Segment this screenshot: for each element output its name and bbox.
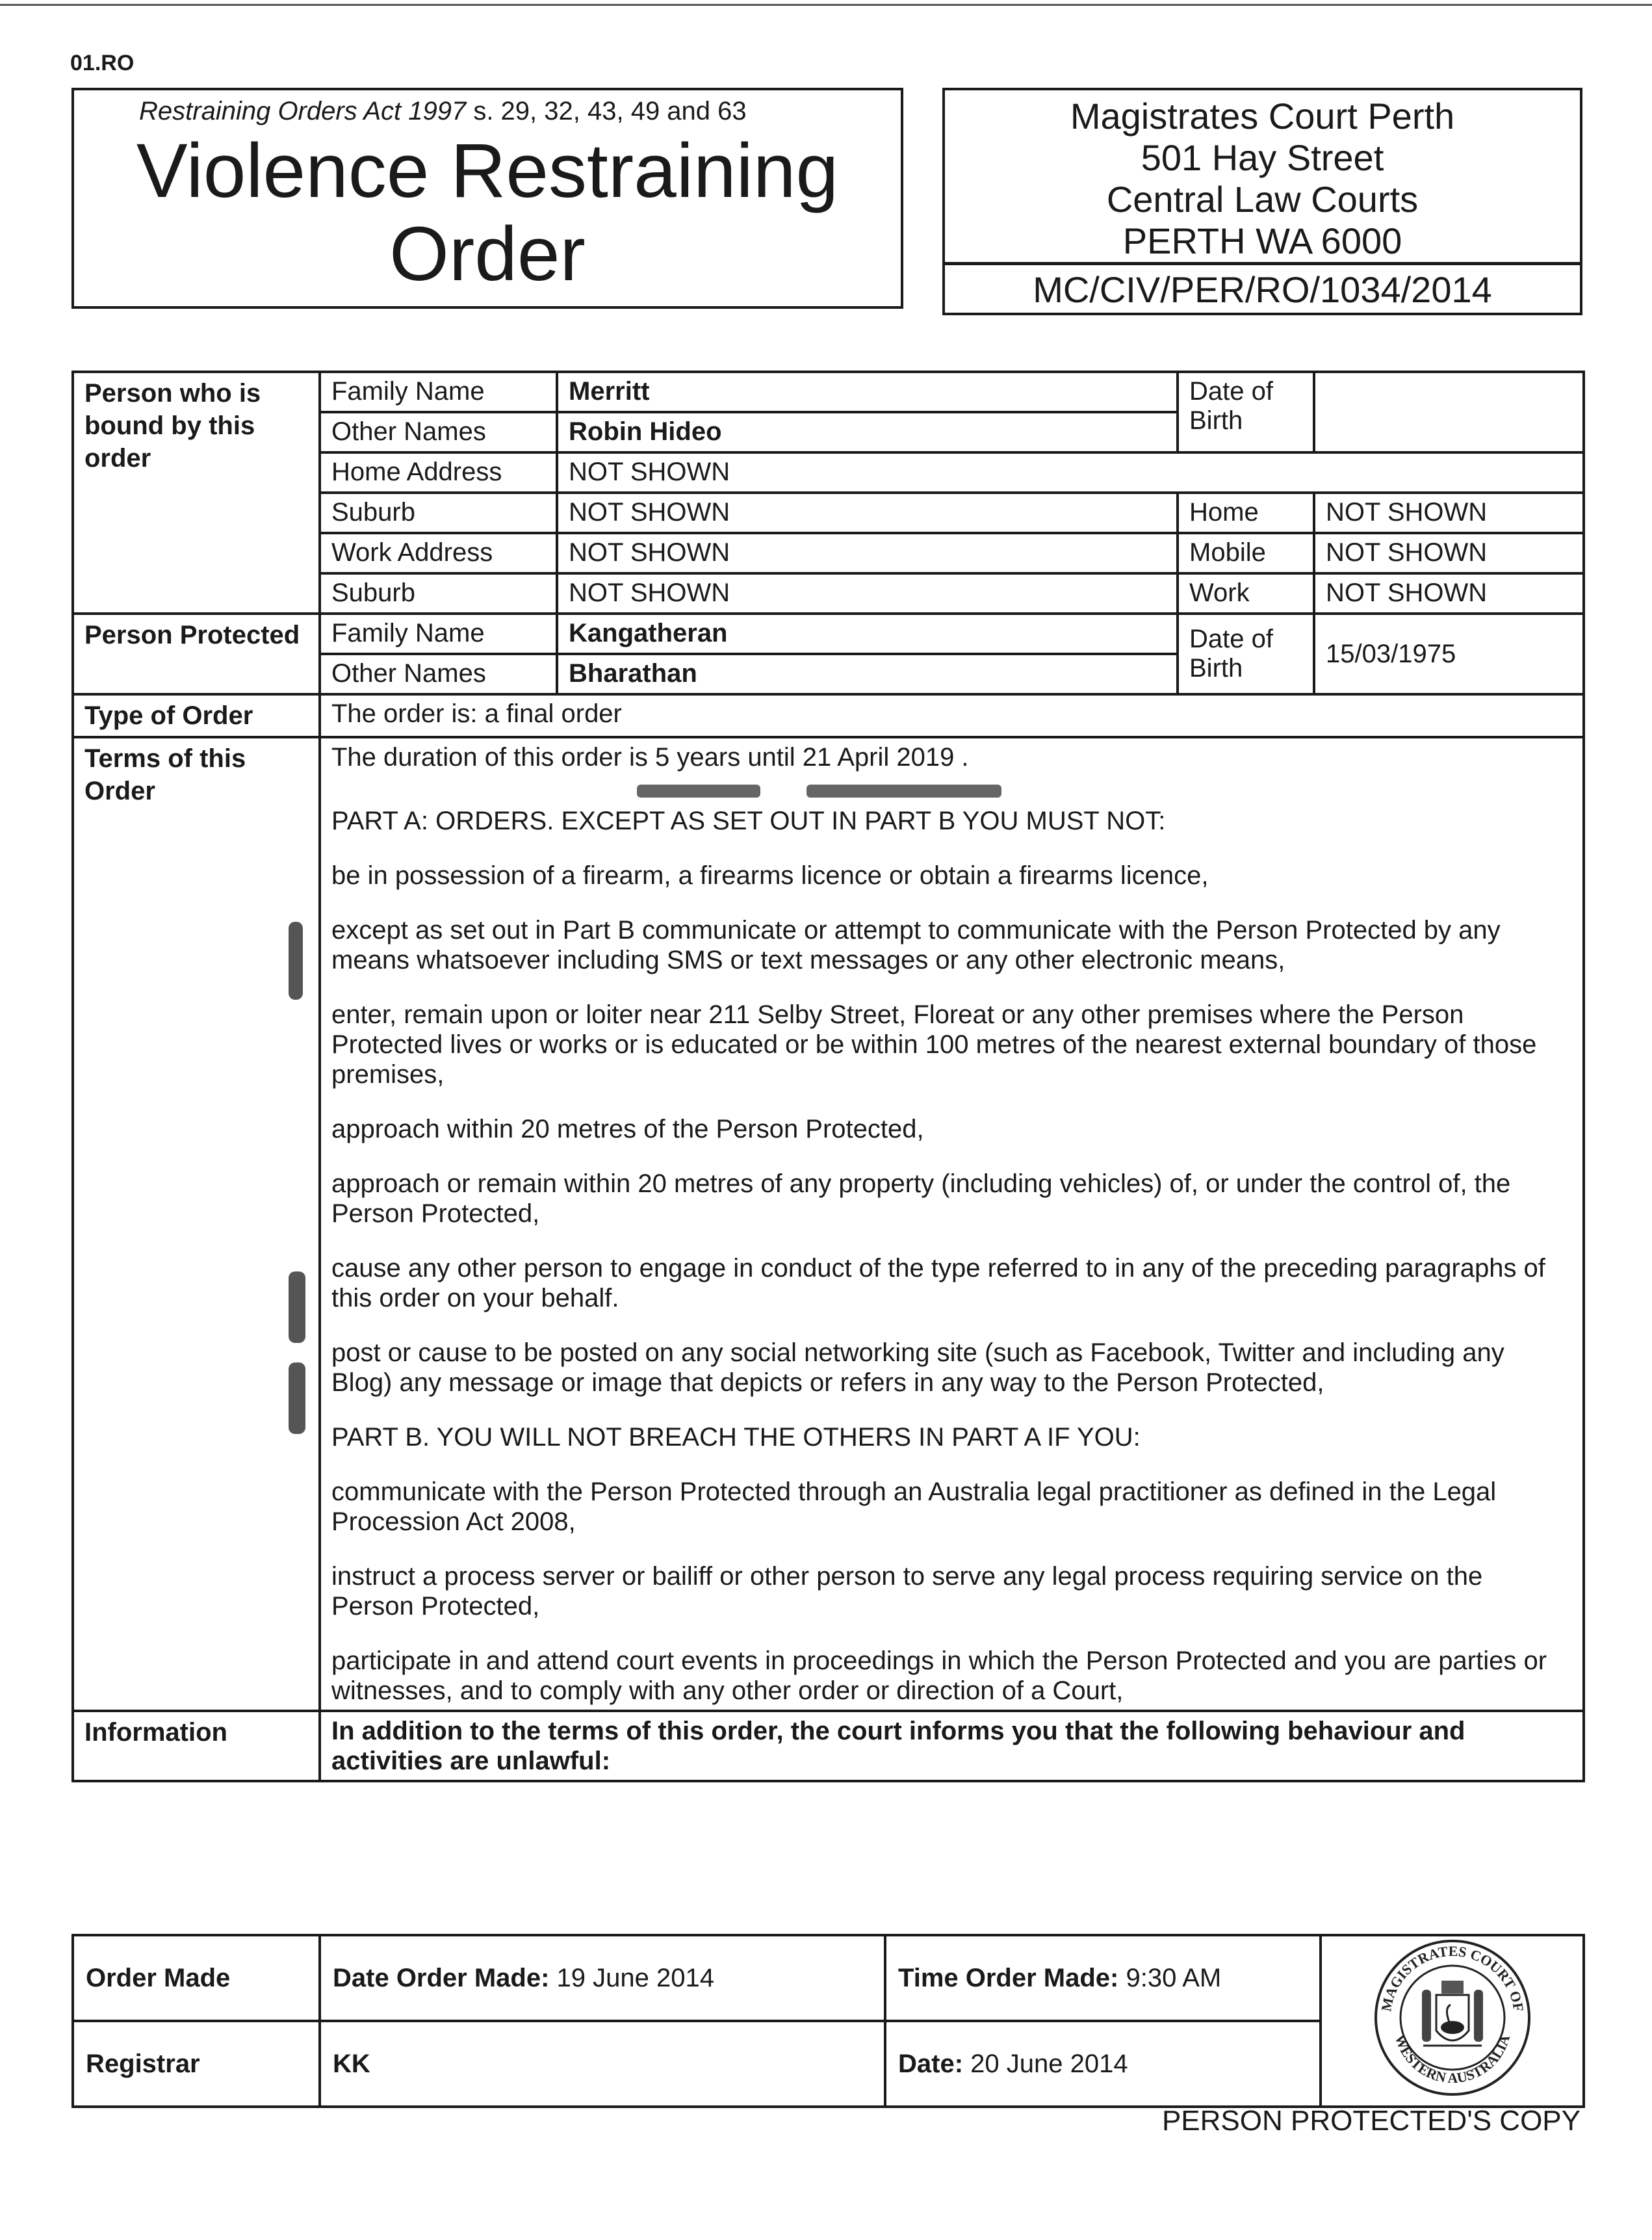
bound-other-names-label: Other Names bbox=[320, 412, 557, 452]
home-phone-label: Home bbox=[1178, 493, 1314, 533]
home-address-label: Home Address bbox=[320, 452, 557, 493]
order-duration: The duration of this order is 5 years until 21 April 2019 . bbox=[331, 743, 969, 772]
court-name: Magistrates Court Perth bbox=[1070, 96, 1455, 137]
type-of-order-value: The order is: a final order bbox=[320, 694, 1584, 737]
protected-dob: 15/03/1975 bbox=[1314, 614, 1584, 694]
order-details-table bbox=[71, 371, 1585, 1782]
bound-family-name-label: Family Name bbox=[320, 372, 557, 412]
terms-content bbox=[320, 737, 1584, 1711]
redaction-mark bbox=[807, 785, 1001, 798]
part-a-item: approach or remain within 20 metres of any property (including vehicles) of, or under the control of, the Person Protected, bbox=[331, 1169, 1511, 1228]
protected-dob-label: Date of Birth bbox=[1178, 614, 1314, 694]
part-a-item: be in possession of a firearm, a firearms licence or obtain a firearms licence, bbox=[331, 861, 1209, 890]
court-seal-cell bbox=[1321, 1935, 1584, 2107]
home-address: NOT SHOWN bbox=[557, 452, 1584, 493]
part-a-item: cause any other person to engage in conduct of the type referred to in any of the preceding paragraphs of this order on your behalf. bbox=[331, 1254, 1545, 1312]
suburb-2: NOT SHOWN bbox=[557, 573, 1178, 614]
svg-text:MAGISTRATES COURT OF bbox=[1378, 1943, 1527, 2012]
registrar-name: KK bbox=[320, 2021, 885, 2107]
suburb-label-1: Suburb bbox=[320, 493, 557, 533]
court-box bbox=[942, 88, 1582, 315]
protected-other-names-label: Other Names bbox=[320, 654, 557, 694]
part-b-item: participate in and attend court events in proceedings in which the Person Protected and you are parties or witnesses, and to comply with any other order or direction of a Court, bbox=[331, 1647, 1547, 1705]
date-order-made bbox=[320, 1935, 885, 2021]
bound-person-section-label: Person who is bound by this order bbox=[73, 372, 320, 614]
protected-family-name: Kangatheran bbox=[557, 614, 1178, 654]
ink-mark bbox=[289, 1362, 305, 1434]
protected-family-name-label: Family Name bbox=[320, 614, 557, 654]
form-code: 01.RO bbox=[70, 51, 135, 75]
information-text: In addition to the terms of this order, the court informs you that the following behaviour and activities are unlawful: bbox=[320, 1711, 1584, 1781]
work-address: NOT SHOWN bbox=[557, 533, 1178, 573]
protected-other-names: Bharathan bbox=[557, 654, 1178, 694]
home-phone: NOT SHOWN bbox=[1314, 493, 1584, 533]
ink-mark bbox=[289, 1271, 305, 1343]
registrar-date-value: 20 June 2014 bbox=[970, 2049, 1128, 2078]
registrar-label: Registrar bbox=[73, 2021, 320, 2107]
mobile: NOT SHOWN bbox=[1314, 533, 1584, 573]
act-name: Restraining Orders Act 1997 bbox=[139, 97, 467, 125]
mobile-label: Mobile bbox=[1178, 533, 1314, 573]
date-order-made-label: Date Order Made: bbox=[333, 1963, 550, 1992]
ink-mark bbox=[289, 922, 303, 1000]
registrar-date bbox=[885, 2021, 1321, 2107]
copy-label: PERSON PROTECTED'S COPY bbox=[1161, 2105, 1581, 2137]
terms-label: Terms of this Order bbox=[84, 744, 246, 805]
part-a-heading: PART A: ORDERS. EXCEPT AS SET OUT IN PART B YOU MUST NOT: bbox=[331, 807, 1166, 835]
part-a-item: post or cause to be posted on any social networking site (such as Facebook, Twitter and including any Blog) any message or image that depicts or refers in any way to the Person Protected, bbox=[331, 1338, 1504, 1397]
case-number: MC/CIV/PER/RO/1034/2014 bbox=[1033, 269, 1492, 310]
bound-family-name: Merritt bbox=[557, 372, 1178, 412]
suburb-label-2: Suburb bbox=[320, 573, 557, 614]
seal-text-top: MAGISTRATES COURT OF bbox=[1377, 1942, 1527, 2013]
seal-text-bottom: WESTERN AUSTRALIA bbox=[1391, 2032, 1513, 2087]
time-order-made-label: Time Order Made: bbox=[898, 1963, 1119, 1992]
court-street: 501 Hay Street bbox=[1141, 137, 1384, 178]
title-line-2: Order bbox=[389, 211, 586, 297]
bound-dob-label: Date of Birth bbox=[1178, 372, 1314, 452]
part-a-item: except as set out in Part B communicate or attempt to communicate with the Person Protected by any means whatsoever including SMS or text messages or any other electronic means, bbox=[331, 916, 1501, 974]
redaction-mark bbox=[637, 785, 760, 798]
court-seal-icon bbox=[1371, 1936, 1534, 2099]
order-made-label: Order Made bbox=[73, 1935, 320, 2021]
terms-label-cell bbox=[73, 737, 320, 1711]
part-b-heading: PART B. YOU WILL NOT BREACH THE OTHERS IN PART A IF YOU: bbox=[331, 1423, 1141, 1452]
court-divider bbox=[945, 262, 1580, 265]
bound-other-names: Robin Hideo bbox=[557, 412, 1178, 452]
information-label: Information bbox=[73, 1711, 320, 1781]
court-city: PERTH WA 6000 bbox=[1122, 220, 1402, 261]
order-made-table bbox=[71, 1934, 1585, 2108]
part-b-item: communicate with the Person Protected through an Australia legal practitioner as defined in the Legal Procession Act 2008, bbox=[331, 1478, 1497, 1536]
work-phone: NOT SHOWN bbox=[1314, 573, 1584, 614]
document-title bbox=[74, 129, 901, 296]
date-order-made-value: 19 June 2014 bbox=[556, 1963, 714, 1992]
type-of-order-label: Type of Order bbox=[73, 694, 320, 737]
part-a-item: enter, remain upon or loiter near 211 Selby Street, Floreat or any other premises where the Person Protected lives or works or is educated or be within 100 metres of the nearest external boundary of those premises, bbox=[331, 1000, 1537, 1089]
title-box bbox=[71, 88, 903, 309]
act-sections: s. 29, 32, 43, 49 and 63 bbox=[466, 97, 747, 125]
work-address-label: Work Address bbox=[320, 533, 557, 573]
time-order-made-value: 9:30 AM bbox=[1126, 1963, 1222, 1992]
top-rule bbox=[0, 4, 1652, 6]
registrar-date-label: Date: bbox=[898, 2049, 964, 2078]
time-order-made bbox=[885, 1935, 1321, 2021]
protected-person-section-label: Person Protected bbox=[73, 614, 320, 694]
bound-dob bbox=[1314, 372, 1584, 452]
act-reference bbox=[139, 97, 747, 126]
part-a-item: approach within 20 metres of the Person Protected, bbox=[331, 1115, 924, 1143]
part-b-item: instruct a process server or bailiff or other person to serve any legal process requiring service on the Person Protected, bbox=[331, 1562, 1483, 1621]
court-address bbox=[945, 96, 1580, 262]
court-building: Central Law Courts bbox=[1106, 179, 1419, 220]
title-line-1: Violence Restraining bbox=[136, 128, 839, 214]
suburb-1: NOT SHOWN bbox=[557, 493, 1178, 533]
redaction-marks bbox=[637, 775, 1572, 793]
work-phone-label: Work bbox=[1178, 573, 1314, 614]
